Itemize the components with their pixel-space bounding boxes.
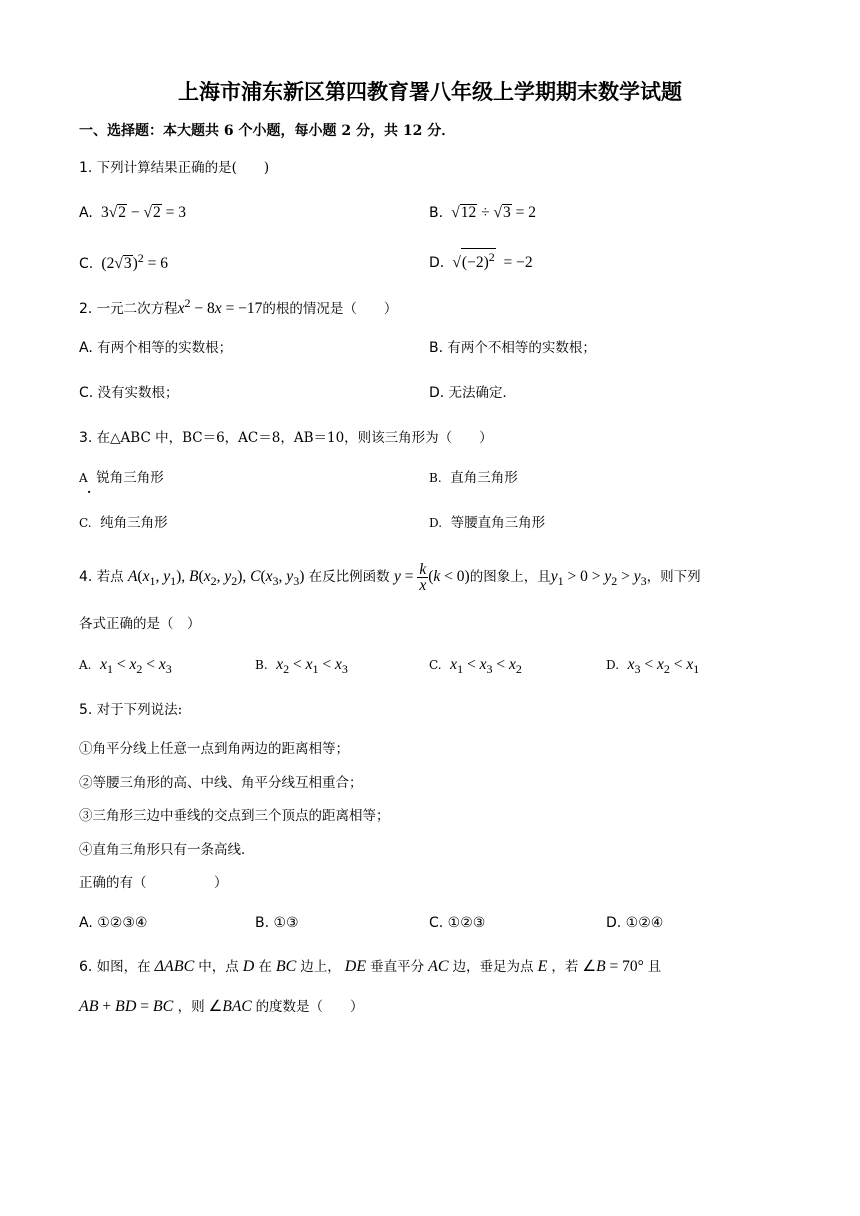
q6-text: 在 bbox=[258, 959, 272, 975]
question-4-option-d bbox=[606, 655, 699, 679]
question-3-stem bbox=[79, 428, 493, 448]
question-2-text-post: 的根的情况是（ ） bbox=[262, 301, 398, 318]
q6-text: 的度数是（ ） bbox=[255, 999, 364, 1015]
question-1-stem bbox=[79, 158, 269, 178]
option-label: D. bbox=[429, 385, 445, 401]
question-4-stem-line2: 各式正确的是（ ） bbox=[79, 616, 201, 632]
function-formula: y = $\frac{k}{x}$ (k < 0) bbox=[393, 561, 470, 594]
question-3-text: 在△ABC 中，BC＝6，AC＝8，AB＝10，则该三角形为（ ） bbox=[96, 430, 493, 446]
option-label: D. bbox=[429, 516, 443, 530]
question-5-text: 对于下列说法: bbox=[96, 702, 183, 718]
question-4-option-b bbox=[255, 655, 348, 679]
stray-dot: · bbox=[87, 485, 92, 499]
option-label: A. bbox=[79, 205, 93, 221]
question-4-number: 4. bbox=[79, 569, 93, 586]
option-label: A. bbox=[79, 658, 92, 672]
condition-formula: $y_1 > 0 > y_2 > y_3$ bbox=[550, 568, 647, 589]
option-formula: $√(-2)^2 = -2$ bbox=[448, 250, 533, 272]
q6-math: AB bbox=[79, 998, 99, 1015]
option-text: 锐角三角形 bbox=[96, 470, 164, 486]
question-1-option-a bbox=[79, 203, 186, 223]
option-formula: √12 ÷ √3 = 2 bbox=[447, 204, 537, 221]
option-text: 有两个相等的实数根； bbox=[97, 340, 233, 356]
question-6-number: 6. bbox=[79, 959, 93, 975]
question-1-option-b bbox=[429, 203, 536, 223]
question-2-option-c bbox=[79, 383, 179, 403]
statement-2: ②等腰三角形的高、中线、角平分线互相重合； bbox=[79, 775, 363, 791]
q6-text: 边上， bbox=[300, 959, 341, 975]
option-text: 无法确定． bbox=[448, 385, 517, 401]
question-3-option-d bbox=[429, 513, 545, 533]
q6-text: 如图，在 bbox=[96, 959, 151, 975]
question-4-text-pre: 若点 bbox=[96, 569, 124, 586]
page-title: 上海市浦东新区第四教育署八年级上学期期末数学试题 bbox=[178, 79, 682, 104]
q6-text: 且 bbox=[647, 959, 662, 975]
q6-text: 中，点 bbox=[198, 959, 239, 975]
question-4-text-post: ，则下列 bbox=[646, 569, 701, 586]
option-label: A bbox=[79, 471, 88, 485]
q6-math: E bbox=[533, 958, 552, 975]
question-3-number: 3. bbox=[79, 430, 93, 446]
option-text: 有两个不相等的实数根； bbox=[447, 340, 596, 356]
question-5-option-b: B. ①③ bbox=[255, 915, 299, 931]
statement-1: ①角平分线上任意一点到角两边的距离相等； bbox=[79, 741, 349, 757]
option-label: C. bbox=[79, 385, 94, 401]
option-label: B. bbox=[429, 471, 442, 485]
question-5-option-d: D. ①②④ bbox=[606, 915, 664, 931]
q6-math: ΔABC bbox=[150, 958, 199, 975]
option-text: 纯角三角形 bbox=[100, 515, 168, 531]
question-1-option-c bbox=[79, 248, 168, 274]
question-4-option-a bbox=[79, 655, 172, 679]
q6-math: BC bbox=[271, 958, 301, 975]
q6-math: ∠B = 70° bbox=[578, 958, 648, 975]
question-1-option-d bbox=[429, 248, 533, 273]
question-5-number: 5. bbox=[79, 702, 93, 718]
option-label: B. bbox=[429, 205, 444, 221]
q6-text: ，则 bbox=[177, 999, 205, 1015]
q6-text: ，若 bbox=[551, 959, 579, 975]
question-5-stem bbox=[79, 700, 182, 720]
question-6-stem-line2: AB + BD = BC ，则 ∠BAC 的度数是（ ） bbox=[79, 998, 364, 1015]
option-text: 没有实数根； bbox=[97, 385, 179, 401]
question-2-stem bbox=[79, 293, 397, 319]
option-label: D. bbox=[606, 658, 620, 672]
q6-math: DE bbox=[340, 958, 371, 975]
option-text: 等腰直角三角形 bbox=[450, 515, 546, 531]
option-formula: $x_3 < x_2 < x_1$ bbox=[627, 656, 700, 677]
question-5-option-a: A. ①②③④ bbox=[79, 915, 148, 931]
question-1-text: 下列计算结果正确的是( ) bbox=[96, 160, 270, 176]
option-formula: $x_1 < x_2 < x_3$ bbox=[100, 656, 172, 677]
points-formula: $A(x_1$, $y_1$), $B(x_2$, $y_2$), $C(x_3$, $y_3$) bbox=[127, 568, 305, 589]
section-heading: 一、选择题：本大题共 6 个小题，每小题 2 分，共 12 分． bbox=[79, 123, 456, 139]
question-2-option-d bbox=[429, 383, 516, 403]
option-label: A. bbox=[79, 340, 93, 356]
q6-text: 边，垂足为点 bbox=[452, 959, 534, 975]
option-label: D. bbox=[429, 255, 445, 272]
question-3-option-b bbox=[429, 468, 518, 488]
option-label: C. bbox=[79, 256, 94, 273]
option-formula: $x_2 < x_1 < x_3$ bbox=[276, 656, 348, 677]
question-2-option-b bbox=[429, 338, 596, 358]
option-label: B. bbox=[429, 340, 444, 356]
question-3-option-c bbox=[79, 513, 168, 533]
question-5-ask: 正确的有（ ） bbox=[79, 875, 228, 891]
q6-text: 垂直平分 bbox=[370, 959, 425, 975]
q6-math: AC bbox=[424, 958, 453, 975]
question-4-stem bbox=[79, 562, 701, 593]
question-5-option-c: C. ①②③ bbox=[429, 915, 486, 931]
option-formula: 3√2 − √2 = 3 bbox=[97, 204, 186, 221]
statement-3: ③三角形三边中垂线的交点到三个顶点的距离相等； bbox=[79, 808, 390, 824]
option-formula: $(2√3)^2 = 6$ bbox=[97, 251, 168, 273]
option-text: 直角三角形 bbox=[450, 470, 518, 486]
question-4-text-mid2: 的图象上，且 bbox=[469, 569, 551, 586]
option-label: B. bbox=[255, 658, 268, 672]
question-4-option-c bbox=[429, 655, 522, 679]
question-2-option-a bbox=[79, 338, 232, 358]
question-2-text-pre: 一元二次方程 bbox=[96, 301, 178, 318]
statement-4: ④直角三角形只有一条高线． bbox=[79, 842, 255, 858]
q6-math: ∠BAC bbox=[204, 998, 252, 1015]
q6-math: D bbox=[238, 958, 259, 975]
question-4-text-mid: 在反比例函数 bbox=[308, 569, 390, 586]
equation: $x^2 - 8x = -17$ bbox=[177, 296, 263, 318]
question-6-stem bbox=[79, 957, 661, 977]
option-formula: $x_1 < x_3 < x_2$ bbox=[450, 656, 522, 677]
question-3-option-a bbox=[79, 468, 164, 488]
option-label: C. bbox=[79, 516, 92, 530]
question-1-number: 1. bbox=[79, 160, 93, 176]
question-2-number: 2. bbox=[79, 301, 93, 318]
option-label: C. bbox=[429, 658, 442, 672]
